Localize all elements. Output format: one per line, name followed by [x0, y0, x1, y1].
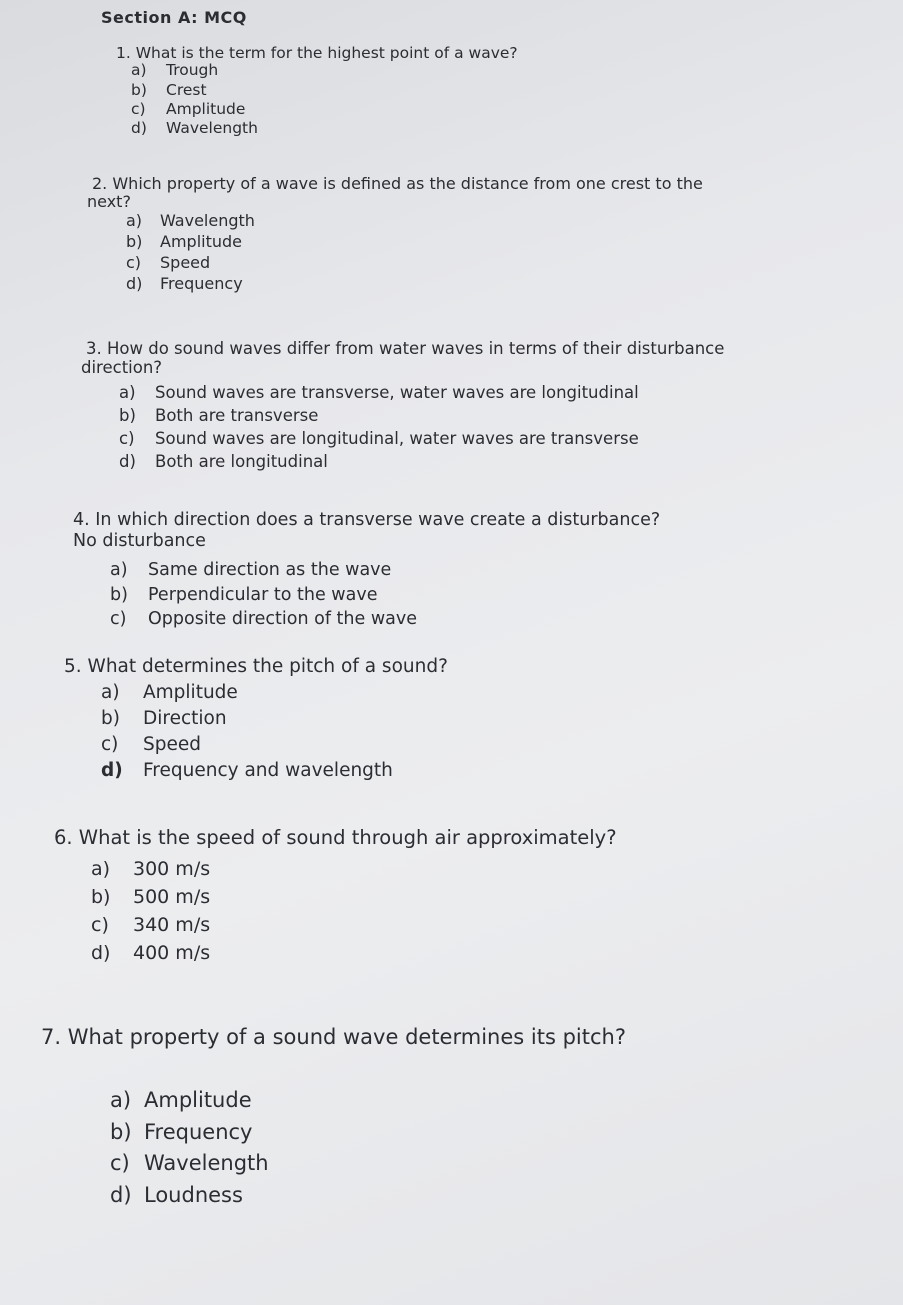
- question-7: [41, 1025, 626, 1049]
- option: c) Sound waves are longitudinal, water waves are transverse: [119, 429, 639, 448]
- question-5: [64, 656, 448, 677]
- question-2: [87, 174, 703, 211]
- question-text: 1. What is the term for the highest point of a wave?: [116, 44, 518, 62]
- question-text-continued: direction?: [81, 358, 163, 377]
- question-text: 7. What property of a sound wave determines its pitch?: [41, 1025, 626, 1049]
- option: d) 400 m/s: [91, 942, 211, 964]
- option: b) Crest: [131, 81, 207, 99]
- option: d) Both are longitudinal: [119, 452, 328, 471]
- option: a) Same direction as the wave: [110, 560, 392, 580]
- option: d) Wavelength: [131, 119, 258, 137]
- question-annotation: No disturbance: [73, 531, 206, 551]
- question-3: [81, 339, 725, 377]
- option: a) Trough: [131, 61, 219, 79]
- option: a) 300 m/s: [91, 858, 211, 880]
- question-text: 5. What determines the pitch of a sound?: [64, 656, 448, 677]
- option: c) Amplitude: [131, 100, 246, 118]
- option: c) Speed: [126, 253, 211, 272]
- option: a) Sound waves are transverse, water waves are longitudinal: [119, 383, 639, 402]
- option: b) Frequency: [110, 1120, 253, 1144]
- option: b) Amplitude: [126, 232, 242, 251]
- question-text-continued: next?: [87, 192, 131, 211]
- question-text: 6. What is the speed of sound through air approximately?: [54, 826, 617, 849]
- question-text: 3. How do sound waves differ from water waves in terms of their disturbance: [86, 339, 725, 358]
- question-text: 2. Which property of a wave is defined as the distance from one crest to the: [92, 174, 703, 193]
- question-4: [73, 510, 660, 551]
- section-title: Section A: MCQ: [101, 8, 247, 27]
- option: c) Wavelength: [110, 1151, 269, 1175]
- option: d) Frequency: [126, 274, 243, 293]
- question-text: 4. In which direction does a transverse wave create a disturbance?: [73, 510, 661, 530]
- option: a) Amplitude: [101, 682, 238, 703]
- option: d) Frequency and wavelength: [101, 760, 393, 781]
- option: a) Wavelength: [126, 211, 255, 230]
- option: c) 340 m/s: [91, 914, 211, 936]
- option: b) Direction: [101, 708, 227, 729]
- option: b) Perpendicular to the wave: [110, 585, 378, 605]
- option: d) Loudness: [110, 1183, 243, 1207]
- option: b) 500 m/s: [91, 886, 211, 908]
- question-6: [54, 826, 617, 849]
- option: c) Speed: [101, 734, 201, 755]
- option: b) Both are transverse: [119, 406, 319, 425]
- option: c) Opposite direction of the wave: [110, 609, 417, 629]
- question-1: [116, 44, 518, 62]
- option: a) Amplitude: [110, 1088, 252, 1112]
